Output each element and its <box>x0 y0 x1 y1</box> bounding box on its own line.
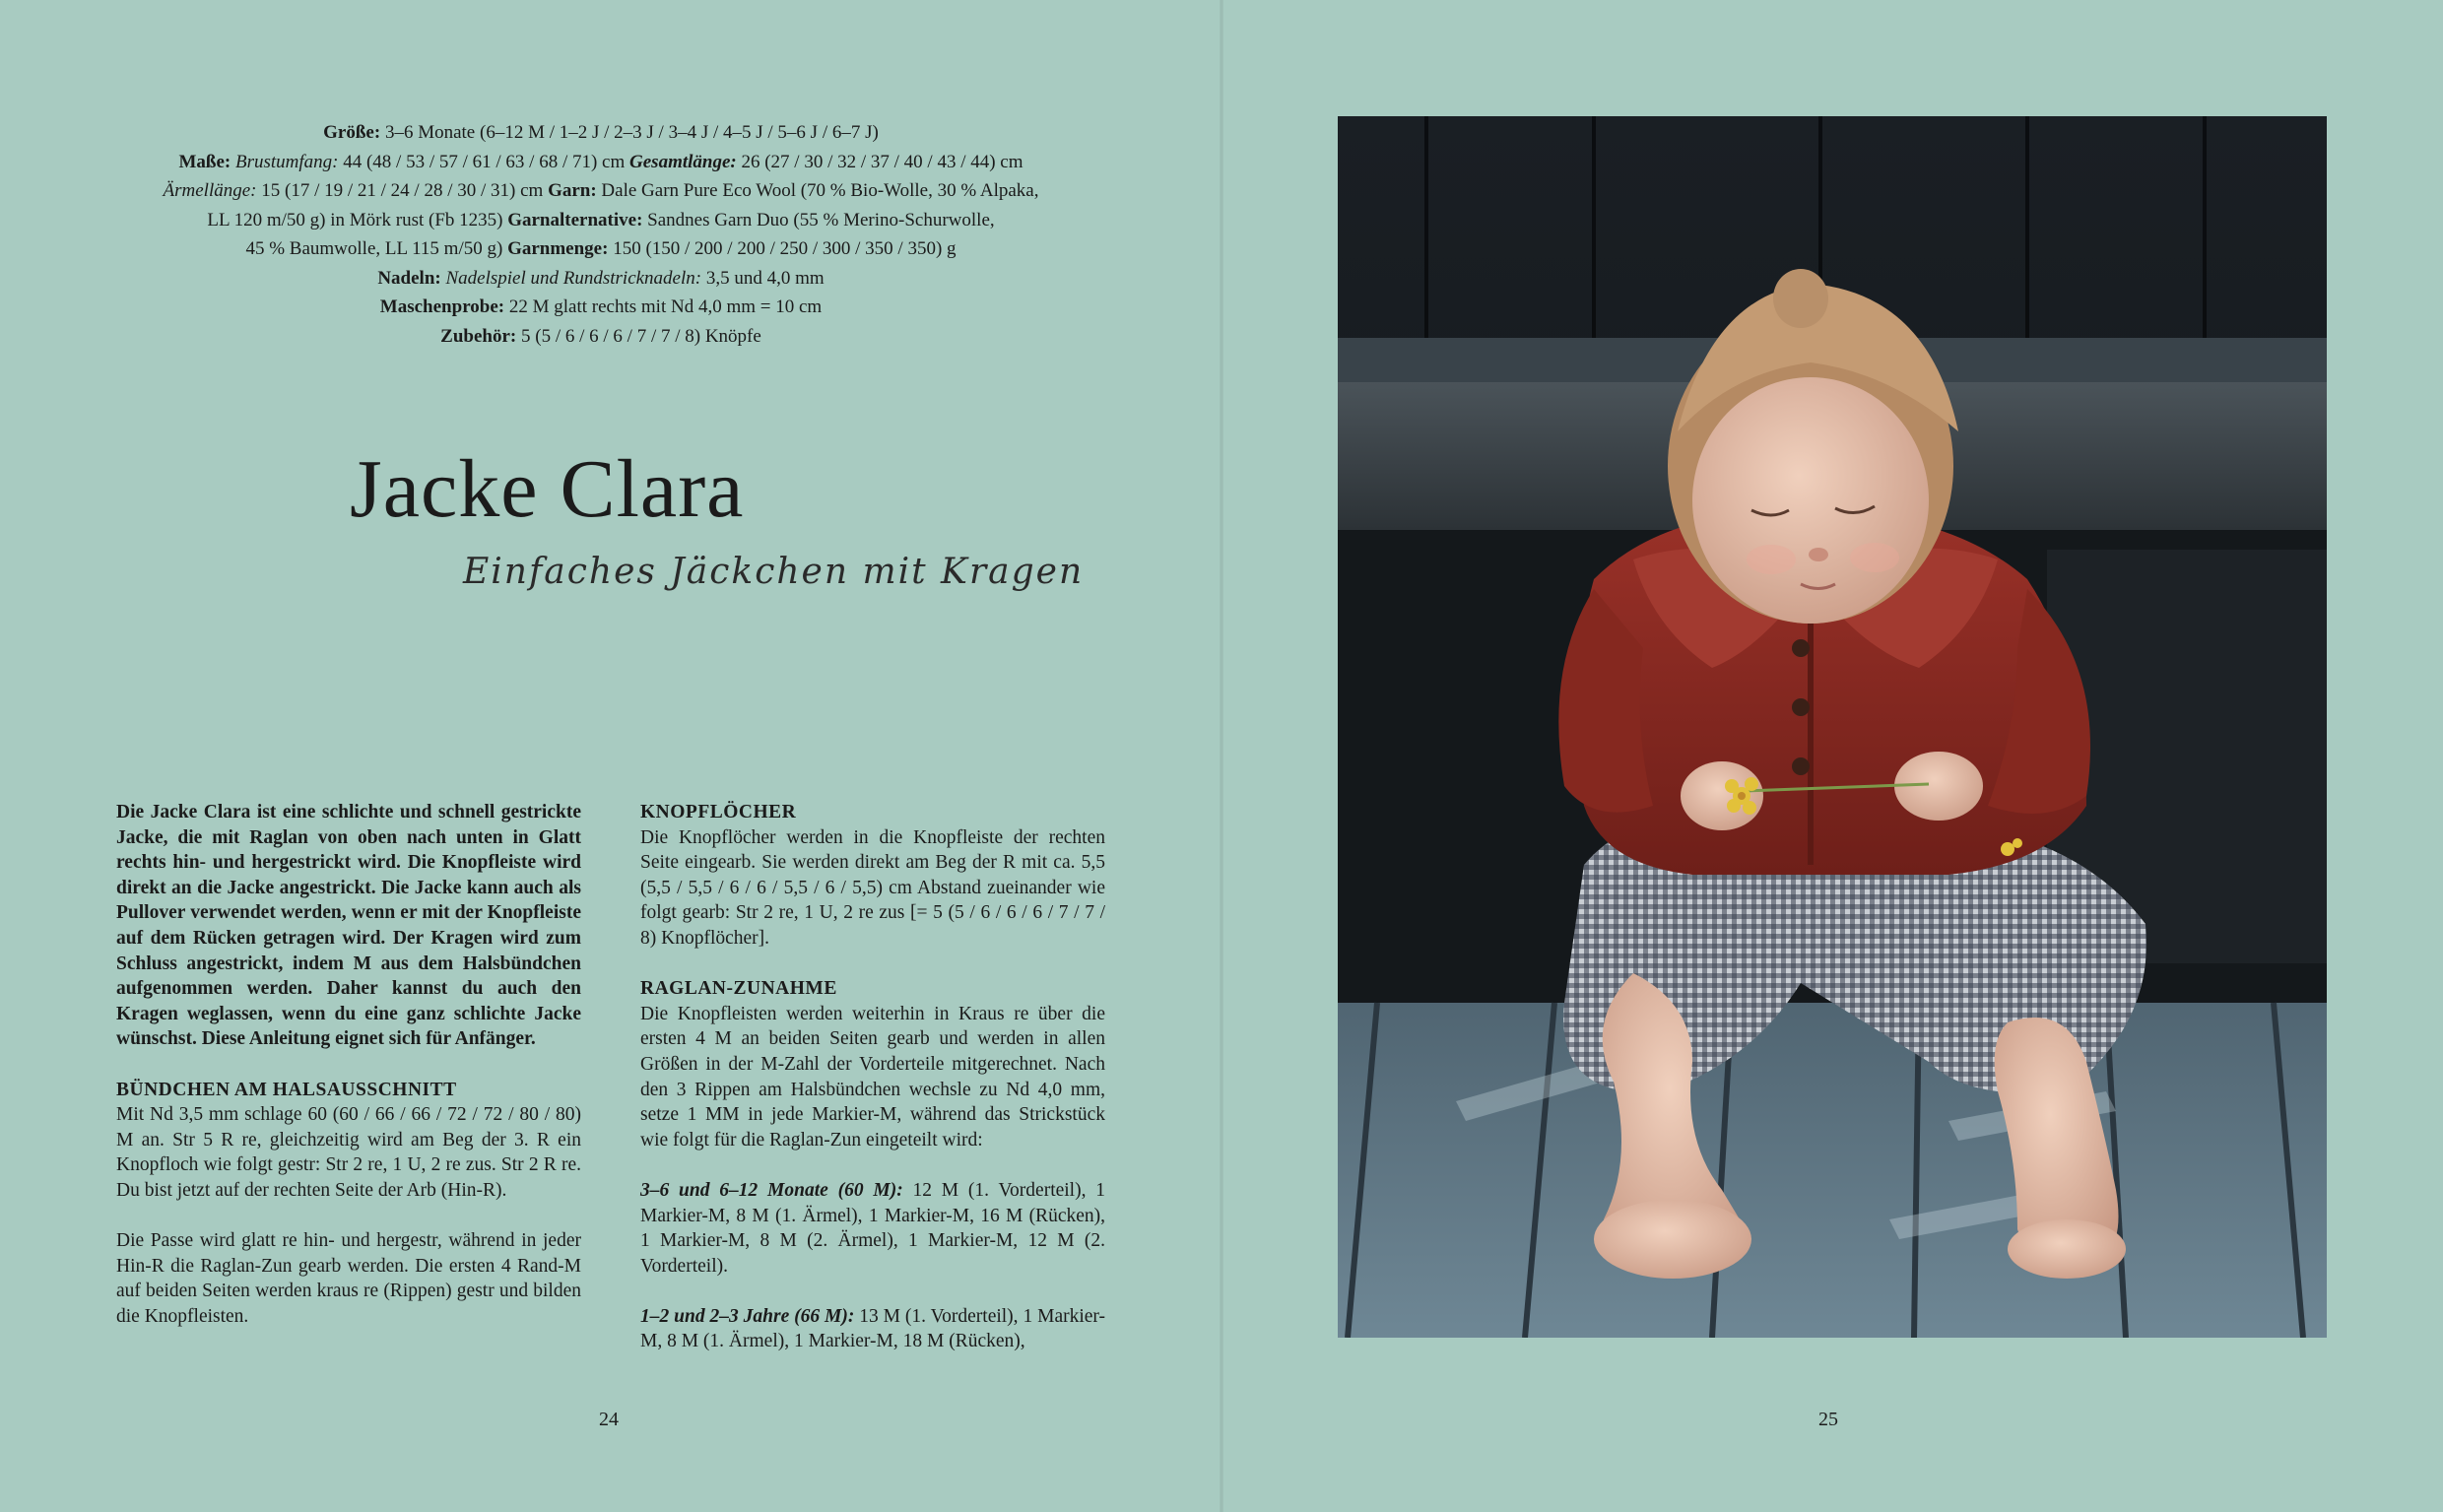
specs-measure-line: Maße: Brustumfang: 44 (48 / 53 / 57 / 61 / 63 / 68 / 71) cm Gesamtlänge: 26 (27 / 30 / 32 / 37 / 40 / 43 / 44) cm <box>178 151 1023 172</box>
specs-yarn-amount-line: 45 % Baumwolle, LL 115 m/50 g) Garnmenge: 150 (150 / 200 / 200 / 250 / 300 / 350 / 350) g <box>245 238 957 259</box>
text-column-left <box>116 800 581 1329</box>
pattern-specs <box>108 118 1093 351</box>
size-instruction: 3–6 und 6–12 Monate (60 M): 12 M (1. Vorderteil), 1 Markier-M, 8 M (1. Ärmel), 1 Markier-M, 16 M (Rücken), 1 Markier-M, 8 M (2. Ärmel), 1 Markier-M, 12 M (2. Vorderteil). <box>640 1179 1106 1277</box>
text-column-right <box>640 800 1105 1354</box>
toddler-photo <box>1338 116 2327 1338</box>
intro-paragraph: Die Jacke Clara ist eine schlichte und schnell gestrickte Jacke, die mit Raglan von oben nach unten in Glatt rechts hin- und hergestrickt wird. Die Knopfleiste wird direkt an die Jacke angestrickt. Die Jacke kann auch als Pullover verwendet werden, wenn er mit der Knopfleiste auf dem Rücken getragen wird. Der Kragen wird zum Schluss angestrickt, indem M aus dem Halsbündchen aufgenommen werden. Daher kannst du auch den Kragen weglassen, wenn du eine ganz schlichte Jacke wünschst. Diese Anleitung eignet sich für Anfänger. <box>116 802 581 1050</box>
page-number-right: 25 <box>1818 1409 1838 1430</box>
section-heading: BÜNDCHEN AM HALSAUSSCHNITT <box>116 1079 457 1100</box>
specs-size-line: Größe: 3–6 Monate (6–12 M / 1–2 J / 2–3 J / 3–4 J / 4–5 J / 5–6 J / 6–7 J) <box>323 122 879 143</box>
body-paragraph: Die Passe wird glatt re hin- und hergestr, während in jeder Hin-R die Raglan-Zun gearb werden. Die ersten 4 Rand-M auf beiden Seiten werden kraus re (Rippen) gestr und bilden die Knopfleisten. <box>116 1230 581 1327</box>
body-paragraph: Die Knopfleisten werden weiterhin in Kraus re über die ersten 4 M an beiden Seiten gearb und werden in allen Größen in der M-Zahl der Vorderteile mitgerechnet. Nach den 3 Rippen am Halsbündchen wechsle zu Nd 4,0 mm, setze 1 MM in jede Markier-M, während das Strickstück wie folgt für die Raglan-Zun eingeteilt wird: <box>640 1003 1105 1150</box>
specs-yarn-line: LL 120 m/50 g) in Mörk rust (Fb 1235) Garnalternative: Sandnes Garn Duo (55 % Merino-Schurwolle, <box>207 209 995 230</box>
specs-sleeve-line: Ärmellänge: 15 (17 / 19 / 21 / 24 / 28 / 30 / 31) cm Garn: Dale Garn Pure Eco Wool (70 % Bio-Wolle, 30 % Alpaka, <box>163 180 1039 201</box>
section-heading: RAGLAN-ZUNAHME <box>640 978 837 1000</box>
photo-illustration <box>1338 116 2327 1338</box>
specs-gauge-line: Maschenprobe: 22 M glatt rechts mit Nd 4,0 mm = 10 cm <box>379 296 823 317</box>
specs-needles-line: Nadeln: Nadelspiel und Rundstricknadeln: 3,5 und 4,0 mm <box>377 267 825 289</box>
section-heading: KNOPFLÖCHER <box>640 802 797 822</box>
pattern-subtitle: Einfaches Jäckchen mit Kragen <box>463 552 1085 592</box>
body-paragraph: Mit Nd 3,5 mm schlage 60 (60 / 66 / 66 / 72 / 72 / 80 / 80) M an. Str 5 R re, gleichzeitig wird am Beg der 3. R ein Knopfloch wie folgt gestr: Str 2 re, 1 U, 2 re zus. Str 2 R re. Du bist jetzt auf der rechten Seite der Arb (Hin-R). <box>116 1104 581 1201</box>
pattern-title: Jacke Clara <box>350 443 745 535</box>
body-paragraph: Die Knopflöcher werden in die Knopfleiste der rechten Seite eingearb. Sie werden direkt am Beg der R mit ca. 5,5 (5,5 / 5,5 / 6 / 6 / 5,5 / 6 / 5,5) cm Abstand zueinander wie folgt gearb: Str 2 re, 1 U, 2 re zus [= 5 (5 / 6 / 6 / 6 / 7 / 7 / 8) Knopflöcher]. <box>640 826 1105 949</box>
page-gutter <box>1220 0 1223 1512</box>
page-number-left: 24 <box>599 1409 619 1430</box>
size-instruction: 1–2 und 2–3 Jahre (66 M): 13 M (1. Vorderteil), 1 Markier-M, 8 M (1. Ärmel), 1 Markier-M, 18 M (Rücken), <box>640 1305 1106 1352</box>
specs-notions-line: Zubehör: 5 (5 / 6 / 6 / 6 / 7 / 7 / 8) Knöpfe <box>440 325 761 347</box>
